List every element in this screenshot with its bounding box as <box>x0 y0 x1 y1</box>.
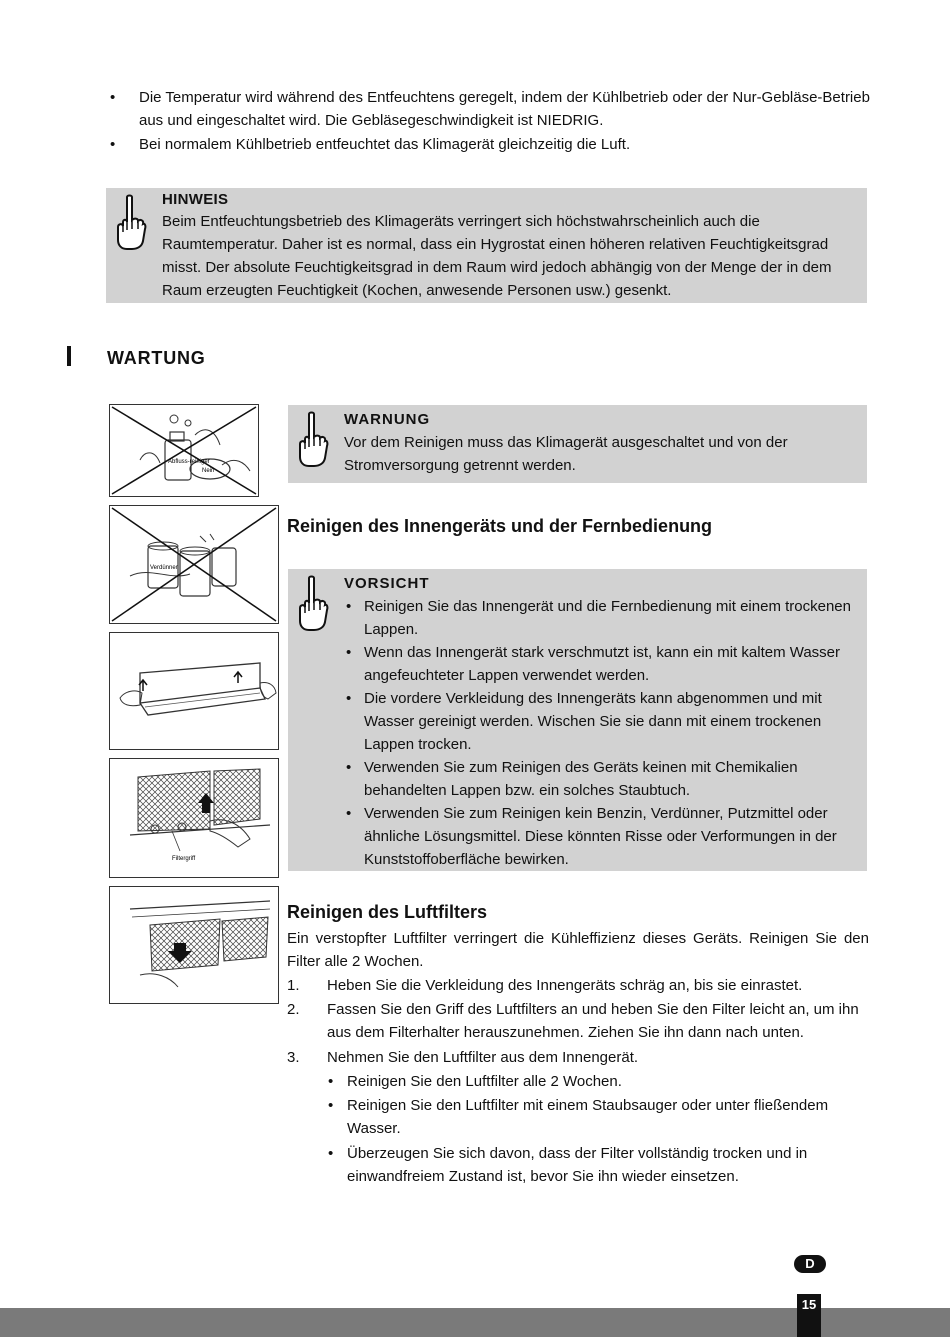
page-number: 15 <box>797 1294 821 1337</box>
warning-title: WARNUNG <box>344 411 431 428</box>
fig1-label-no: Nein <box>202 468 215 474</box>
caution-item: • Reinigen Sie das Innengerät und die Fernbedienung mit einem trockenen Lappen. <box>344 595 864 641</box>
pointing-hand-icon <box>295 411 329 469</box>
intro-bullet-text: Bei normalem Kühlbetrieb entfeuchtet das Klimagerät gleichzeitig die Luft. <box>139 136 631 153</box>
language-badge: D <box>794 1255 826 1273</box>
warning-box <box>288 405 867 483</box>
figure-no-thinner <box>109 505 279 624</box>
caution-item: • Die vordere Verkleidung des Innengeräts kann abgenommen und mit Wasser gereinigt werden. Wischen Sie sie dann mit einem trockenen Lappen trocken. <box>344 687 864 756</box>
bullet-dot: • <box>328 1097 334 1114</box>
figure-no-drain-cleaner <box>109 404 259 497</box>
figure-front-panel <box>109 632 279 750</box>
section-title: WARTUNG <box>107 348 206 368</box>
caution-item: • Verwenden Sie zum Reinigen des Geräts keinen mit Chemikalien behandelten Lappen bzw. ein solches Staubtuch. <box>344 756 864 802</box>
caution-title: VORSICHT <box>344 575 430 592</box>
filter-sub-item-text: Überzeugen Sie sich davon, dass der Filter vollständig trocken und in einwandfreiem Zustand ist, bevor Sie ihn wieder einsetzen. <box>347 1145 808 1185</box>
step-number: 1. <box>287 977 300 994</box>
caution-item: • Verwenden Sie zum Reinigen kein Benzin, Verdünner, Putzmittel oder ähnliche Lösungsmittel. Diese könnten Risse oder Verformungen in der Kunststoffoberfläche bewirken. <box>344 802 864 871</box>
fig1-label-drain: Abfluss-reiniger <box>168 459 210 465</box>
figure-filter-grip <box>109 758 279 878</box>
thinner-illustration <box>110 506 278 623</box>
step-text: Nehmen Sie den Luftfilter aus dem Innengerät. <box>327 1049 639 1066</box>
step-number: 2. <box>287 1001 300 1018</box>
bullet-dot: • <box>328 1145 334 1162</box>
section-marker <box>67 346 71 366</box>
step-text: Fassen Sie den Griff des Luftfilters an und heben Sie den Filter leicht an, um ihn aus dem Filterhalter herauszunehmen. Ziehen Sie ihn dann nach unten. <box>327 1001 859 1041</box>
warning-body: Vor dem Reinigen muss das Klimagerät ausgeschaltet und von der Stromversorgung getrennt werden. <box>344 434 788 474</box>
fig2-label-thinner: Verdünner <box>150 565 178 571</box>
note-title: HINWEIS <box>162 191 229 208</box>
figure-filter-removal <box>109 886 279 1004</box>
drain-cleaner-illustration <box>110 405 258 496</box>
bullet-dot: • <box>110 89 116 106</box>
note-box <box>106 188 867 303</box>
intro-bullet-text: Die Temperatur wird während des Entfeuchtens geregelt, indem der Kühlbetrieb oder der Nur-Gebläse-Betrieb aus und eingeschaltet wird. Die Gebläsegeschwindigkeit ist NIEDRIG. <box>139 89 870 129</box>
filter-grip-illustration <box>110 759 278 877</box>
filter-sub-item-text: Reinigen Sie den Luftfilter mit einem Staubsauger oder unter fließendem Wasser. <box>347 1097 829 1137</box>
filter-removal-illustration <box>110 887 278 1003</box>
step-text: Heben Sie die Verkleidung des Innengeräts schräg an, bis sie einrastet. <box>327 977 803 994</box>
step-number: 3. <box>287 1049 300 1066</box>
pointing-hand-icon <box>295 575 329 633</box>
heading-cleaning-filter: Reinigen des Luftfilters <box>287 902 488 922</box>
bullet-dot: • <box>328 1073 334 1090</box>
filter-sub-item-text: Reinigen Sie den Luftfilter alle 2 Wochen. <box>347 1073 622 1090</box>
pointing-hand-icon <box>113 194 147 252</box>
caution-list <box>344 595 864 871</box>
caution-item: • Wenn das Innengerät stark verschmutzt ist, kann ein mit kaltem Wasser angefeuchteter Lappen verwendet werden. <box>344 641 864 687</box>
front-panel-illustration <box>110 633 278 749</box>
caution-box <box>288 569 867 871</box>
filter-intro: Ein verstopfter Luftfilter verringert die Kühleffizienz dieses Geräts. Reinigen Sie den Filter alle 2 Wochen. <box>287 930 869 970</box>
heading-cleaning-indoor: Reinigen des Innengeräts und der Fernbedienung <box>287 516 713 536</box>
note-body: Beim Entfeuchtungsbetrieb des Klimageräts verringert sich höchstwahrscheinlich auch die Raumtemperatur. Daher ist es normal, dass ein Hygrostat einen höheren relativen Feuchtigkeitsgrad misst. Der absolute Feuchtigkeitsgrad in dem Raum wird jedoch abhängig von der Menge der in dem Raum erzeugten Feuchtigkeit (Kochen, anwesende Personen usw.) gesenkt. <box>162 213 832 299</box>
bullet-dot: • <box>110 136 116 153</box>
fig4-label-filter-grip: Filtergriff <box>172 856 196 862</box>
